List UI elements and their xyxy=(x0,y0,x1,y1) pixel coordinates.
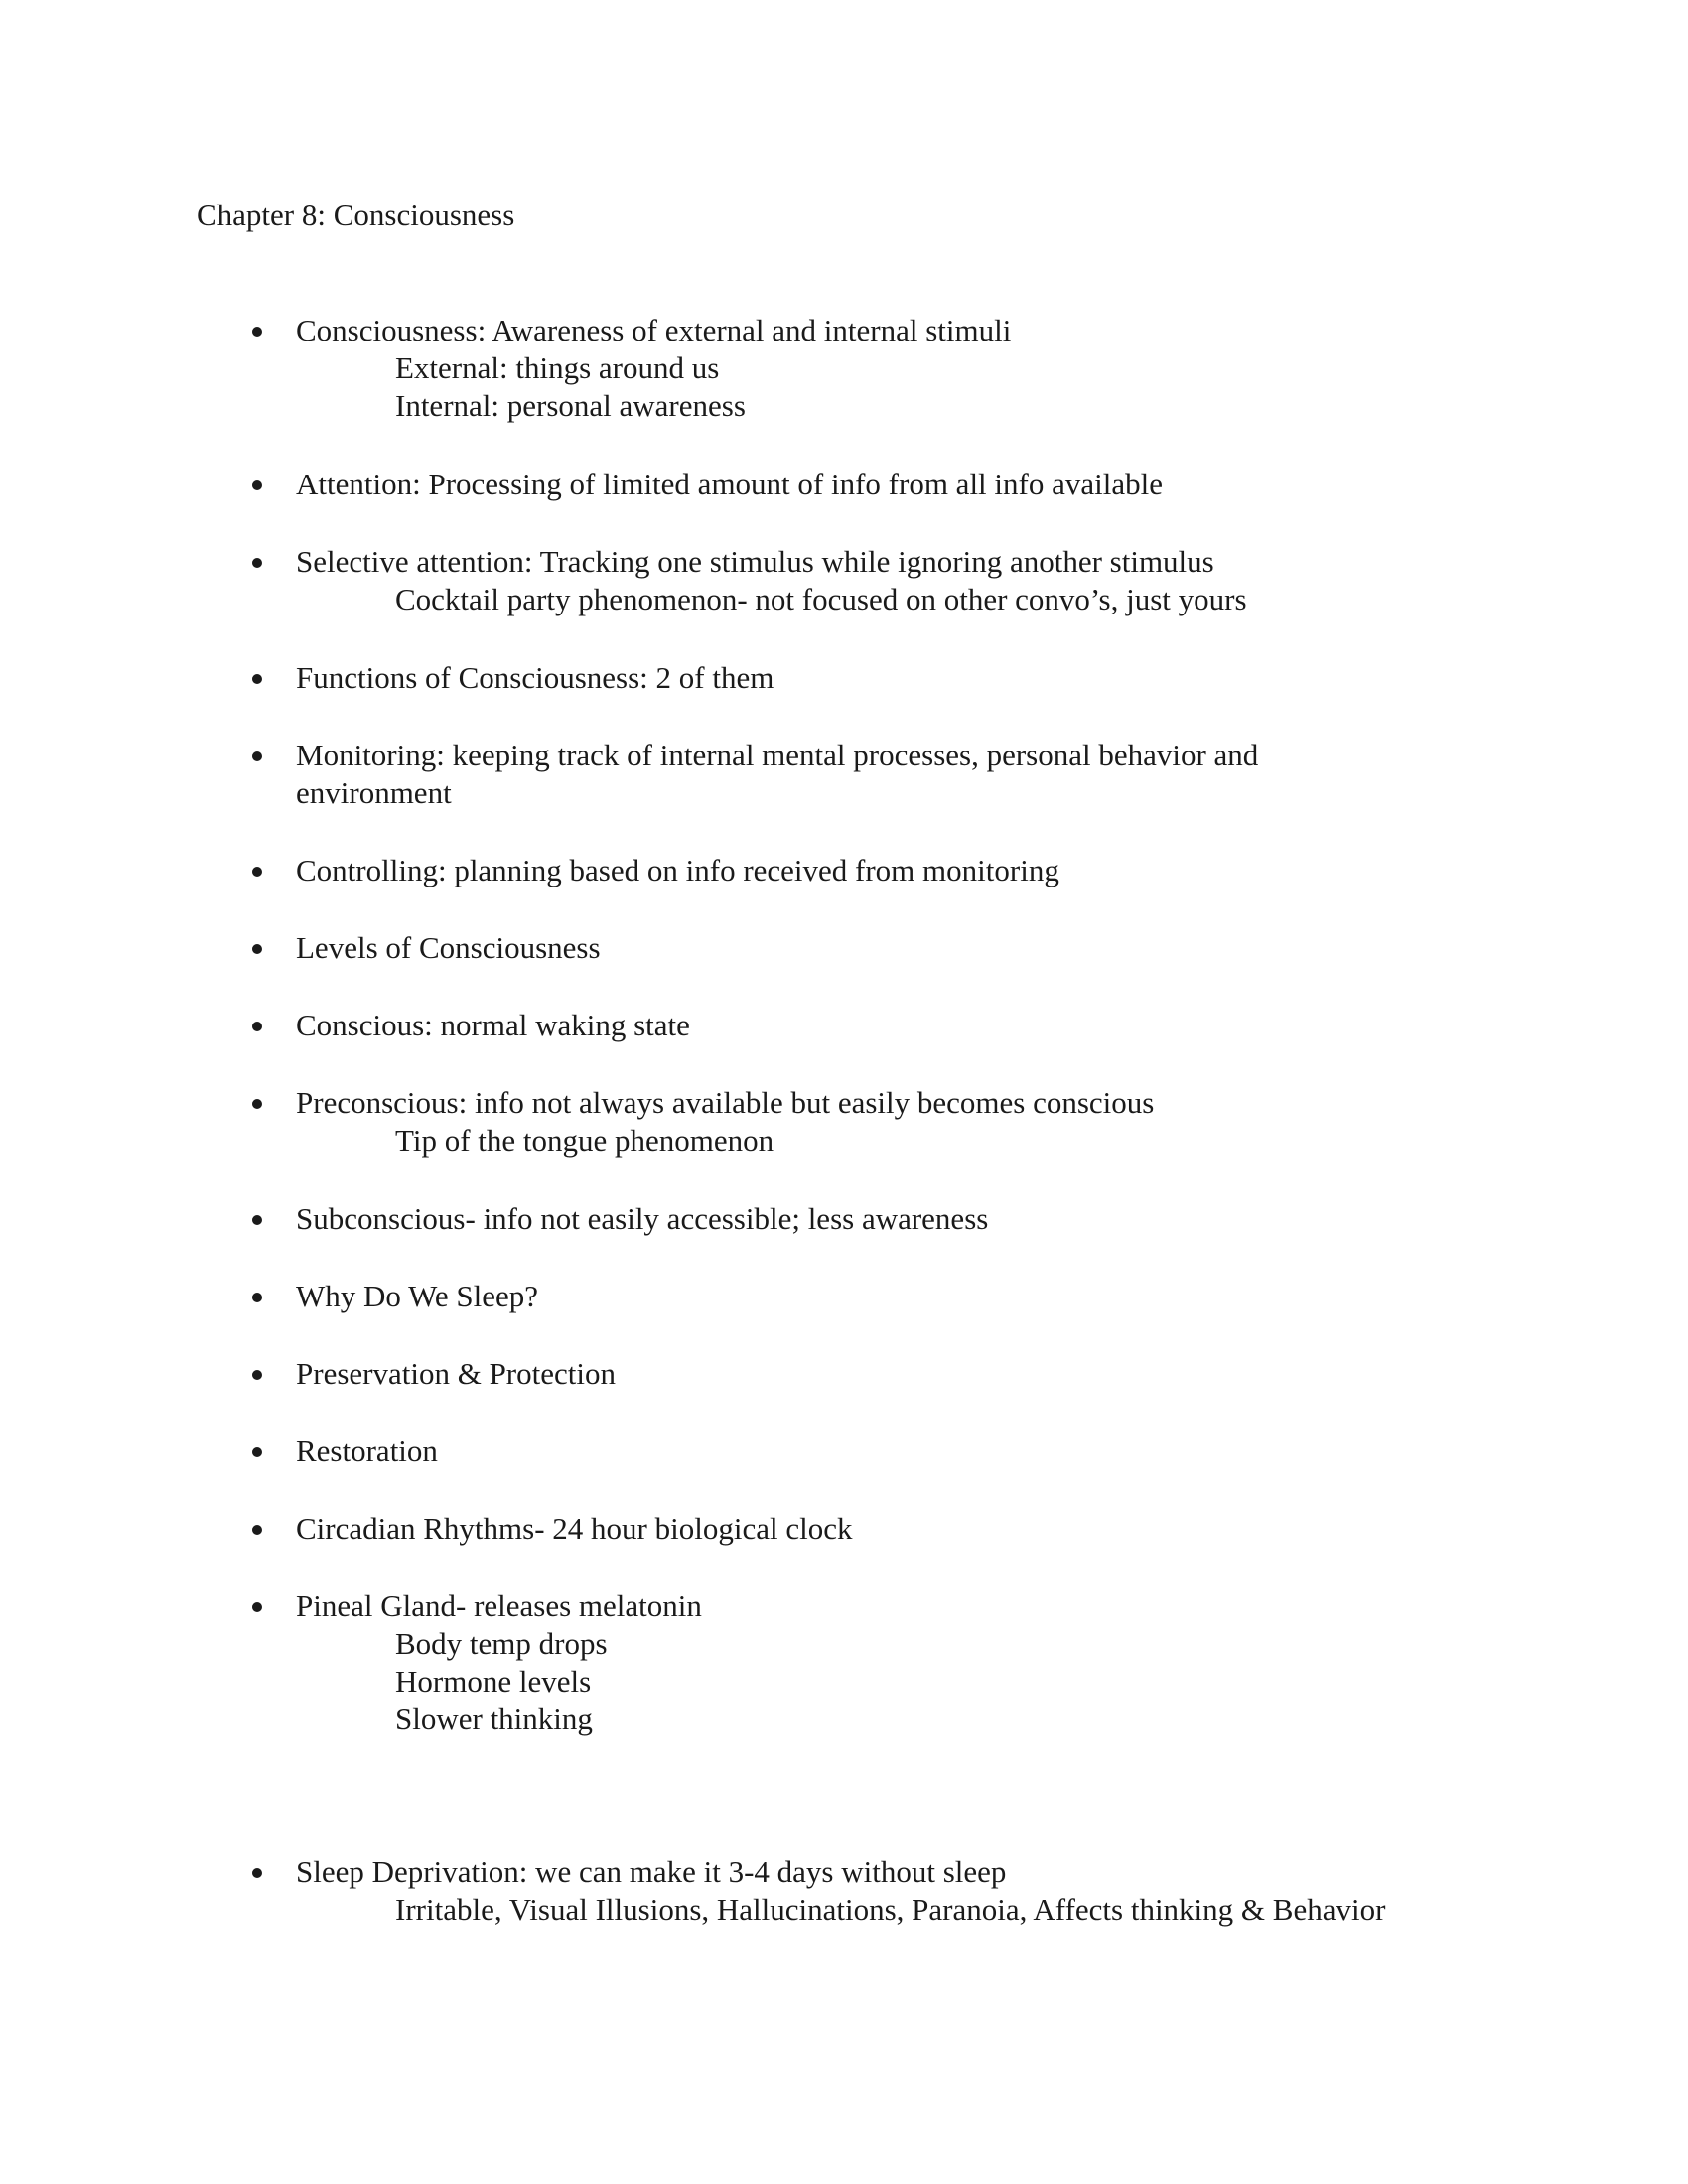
list-item-monitoring: Monitoring: keeping track of internal mental processes, personal behavior and environment xyxy=(242,737,1533,812)
bullet-icon xyxy=(242,1587,272,1625)
list-item-attention: Attention: Processing of limited amount of info from all info available xyxy=(242,466,1533,503)
bullet-icon xyxy=(242,852,272,889)
bullet-icon xyxy=(242,543,272,581)
bullet-icon xyxy=(242,1278,272,1315)
bullet-icon xyxy=(242,1084,272,1122)
sub-item: Internal: personal awareness xyxy=(395,388,746,423)
bullet-icon xyxy=(242,1007,272,1044)
list-item-restoration: Restoration xyxy=(242,1433,1533,1470)
sub-item: Irritable, Visual Illusions, Hallucinations, Paranoia, Affects thinking & Behavior xyxy=(395,1892,1386,1927)
bullet-icon xyxy=(242,659,272,697)
list-item-sleep-deprivation: Sleep Deprivation: we can make it 3-4 days without sleep Irritable, Visual Illusions, Hallucinations, Paranoia, Affects thinking & Behavior xyxy=(242,1853,1533,1929)
sub-item: Hormone levels xyxy=(395,1664,592,1699)
list-item-controlling: Controlling: planning based on info received from monitoring xyxy=(242,852,1533,889)
list-item-functions: Functions of Consciousness: 2 of them xyxy=(242,659,1533,697)
list-item-pineal: Pineal Gland- releases melatonin Body temp drops Hormone levels Slower thinking xyxy=(242,1587,1533,1738)
list-item-conscious: Conscious: normal waking state xyxy=(242,1007,1533,1044)
bullet-icon xyxy=(242,1510,272,1548)
page-title: Chapter 8: Consciousness xyxy=(197,198,515,232)
list-item-circadian: Circadian Rhythms- 24 hour biological clock xyxy=(242,1510,1533,1548)
list-item-consciousness: Consciousness: Awareness of external and internal stimuli External: things around us Internal: personal awareness xyxy=(242,312,1533,425)
sub-item: Cocktail party phenomenon- not focused on other convo’s, just yours xyxy=(395,582,1247,616)
sub-item: External: things around us xyxy=(395,350,720,385)
bullet-icon xyxy=(242,312,272,349)
bullet-icon xyxy=(242,929,272,967)
bullet-icon xyxy=(242,466,272,503)
bullet-icon xyxy=(242,737,272,774)
sub-item: Slower thinking xyxy=(395,1702,593,1736)
bullet-icon xyxy=(242,1433,272,1470)
bullet-icon xyxy=(242,1200,272,1238)
list-item-selective-attention: Selective attention: Tracking one stimulus while ignoring another stimulus Cocktail party phenomenon- not focused on other convo’s, just yours xyxy=(242,543,1533,618)
sub-item: Tip of the tongue phenomenon xyxy=(395,1123,774,1158)
sub-item: Body temp drops xyxy=(395,1626,608,1661)
bullet-icon xyxy=(242,1853,272,1891)
bullet-icon xyxy=(242,1355,272,1393)
list-item-preservation: Preservation & Protection xyxy=(242,1355,1533,1393)
list-item-why-sleep: Why Do We Sleep? xyxy=(242,1278,1533,1315)
list-item-subconscious: Subconscious- info not easily accessible; less awareness xyxy=(242,1200,1533,1238)
list-item-levels: Levels of Consciousness xyxy=(242,929,1533,967)
list-item-preconscious: Preconscious: info not always available but easily becomes conscious Tip of the tongue phenomenon xyxy=(242,1084,1533,1160)
